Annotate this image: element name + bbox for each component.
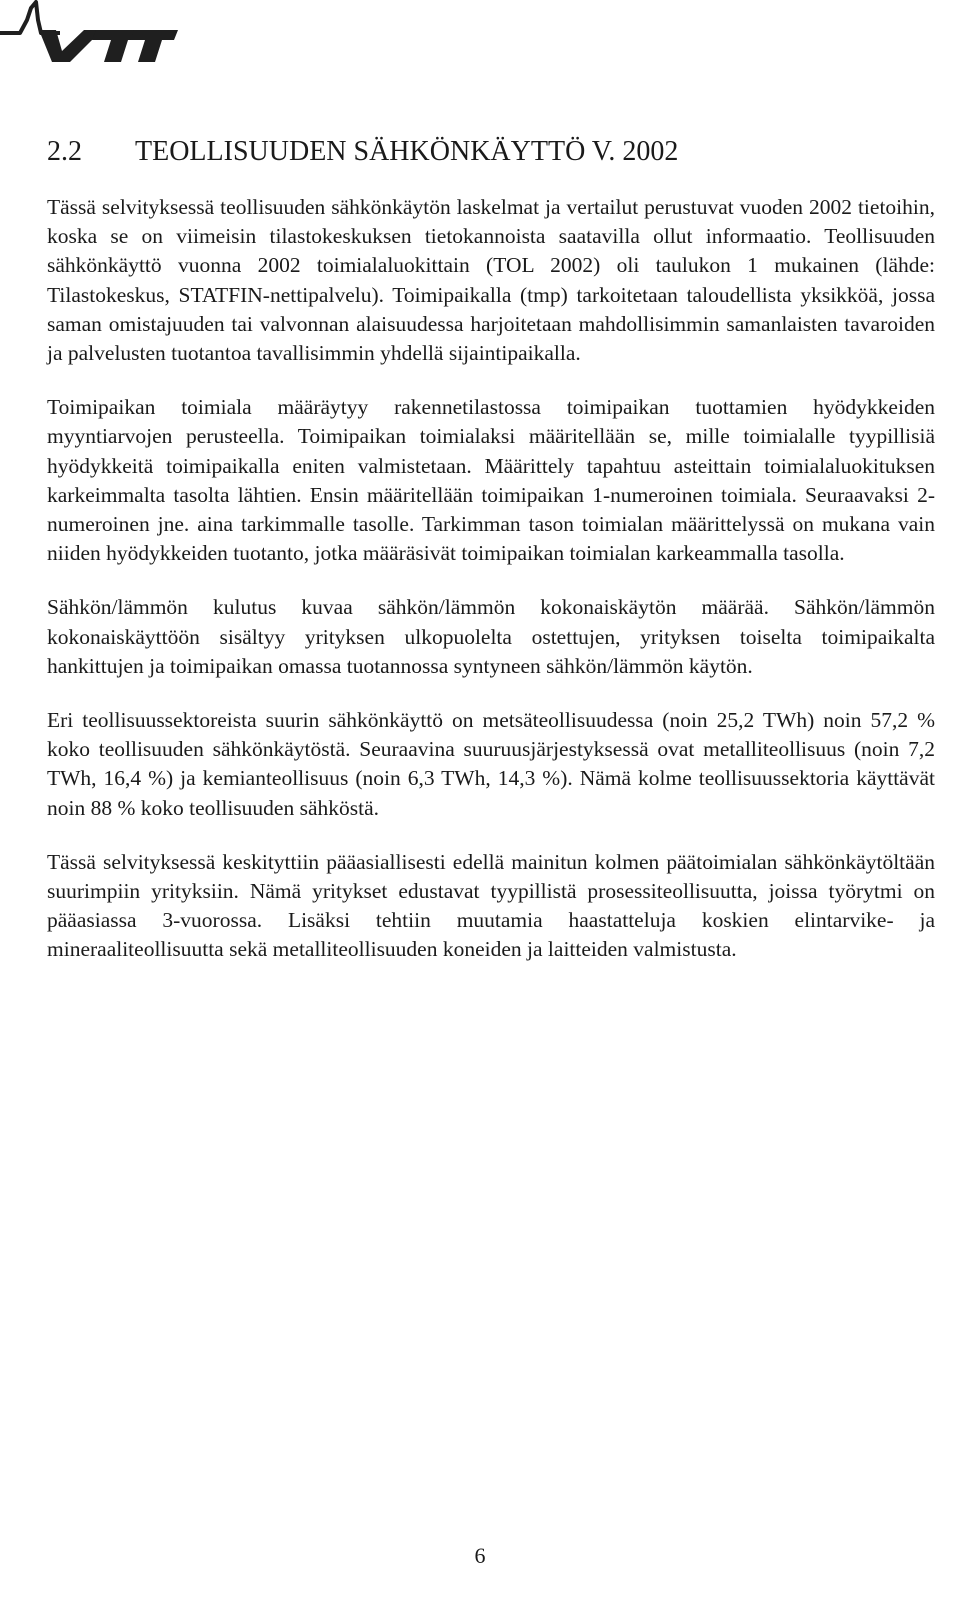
section-number: 2.2 xyxy=(47,136,82,167)
section-heading xyxy=(47,136,678,168)
body-text xyxy=(47,193,935,990)
page-number: 6 xyxy=(474,1543,486,1568)
paragraph: Tässä selvityksessä teollisuuden sähkönkäytön laskelmat ja vertailut perustuvat vuoden 2002 tietoihin, koska se on viimeisin tilastokeskuksen tietokannoista saatavilla ollut informaatio. Teollisuuden sähkönkäyttö vuonna 2002 toimialaluokittain (TOL 2002) oli taulukon 1 mukainen (lähde: Tilastokeskus, STATFIN-nettipalvelu). Toimipaikalla (tmp) tarkoitetaan taloudellista yksikköä, jossa saman omistajuuden tai valvonnan alaisuudessa harjoitetaan mahdollisimmin samanlaisten tavaroiden ja palvelusten tuotantoa tavallisimmin yhdellä sijaintipaikalla. xyxy=(47,195,935,366)
paragraph: Toimipaikan toimiala määräytyy rakennetilastossa toimipaikan tuottamien hyödykkeiden myyntiarvojen perusteella. Toimipaikan toimialaksi määritellään se, mille toimialalle tyypillisiä hyödykkeitä toimipaikalla eniten valmistetaan. Määrittely tapahtuu asteittain toimialaluokituksen karkeimmalta tasolta lähtien. Ensin määritellään toimipaikan 1-numeroinen toimiala. Seuraavaksi 2-numeroinen jne. aina tarkimmalle tasolle. Tarkimman tason toimialan määrittelyssä on mukana vain niiden hyödykkeiden tuotanto, jotka määräsivät toimipaikan toimialan karkeammalla tasolla. xyxy=(47,395,935,566)
vtt-logo xyxy=(0,0,185,72)
paragraph: Eri teollisuussektoreista suurin sähkönkäyttö on metsäteollisuudessa (noin 25,2 TWh) noin 57,2 % koko teollisuuden sähkönkäytöstä. Seuraavina suuruusjärjestyksessä ovat metalliteollisuus (noin 7,2 TWh, 16,4 %) ja kemianteollisuus (noin 6,3 TWh, 14,3 %). Nämä kolme teollisuussektoria käyttävät noin 88 % koko teollisuuden sähköstä. xyxy=(47,708,935,820)
vtt-logo-icon xyxy=(0,0,185,72)
paragraph: Tässä selvityksessä keskityttiin pääasiallisesti edellä mainitun kolmen päätoimialan sähkönkäytöltään suurimpiin yrityksiin. Nämä yritykset edustavat tyypillistä prosessiteollisuutta, joissa työrytmi on pääasiassa 3-vuorossa. Lisäksi tehtiin muutamia haastatteluja koskien elintarvike- ja mineraaliteollisuutta sekä metalliteollisuuden koneiden ja laitteiden valmistusta. xyxy=(47,849,935,962)
section-title: TEOLLISUUDEN SÄHKÖNKÄYTTÖ V. 2002 xyxy=(135,136,679,167)
paragraph: Sähkön/lämmön kulutus kuvaa sähkön/lämmön kokonaiskäytön määrää. Sähkön/lämmön kokonaiskäyttöön sisältyy yrityksen ulkopuolelta ostettujen, yrityksen toiselta toimipaikalta hankittujen ja toimipaikan omassa tuotannossa syntyneen sähkön/lämmön käytön. xyxy=(47,595,935,678)
